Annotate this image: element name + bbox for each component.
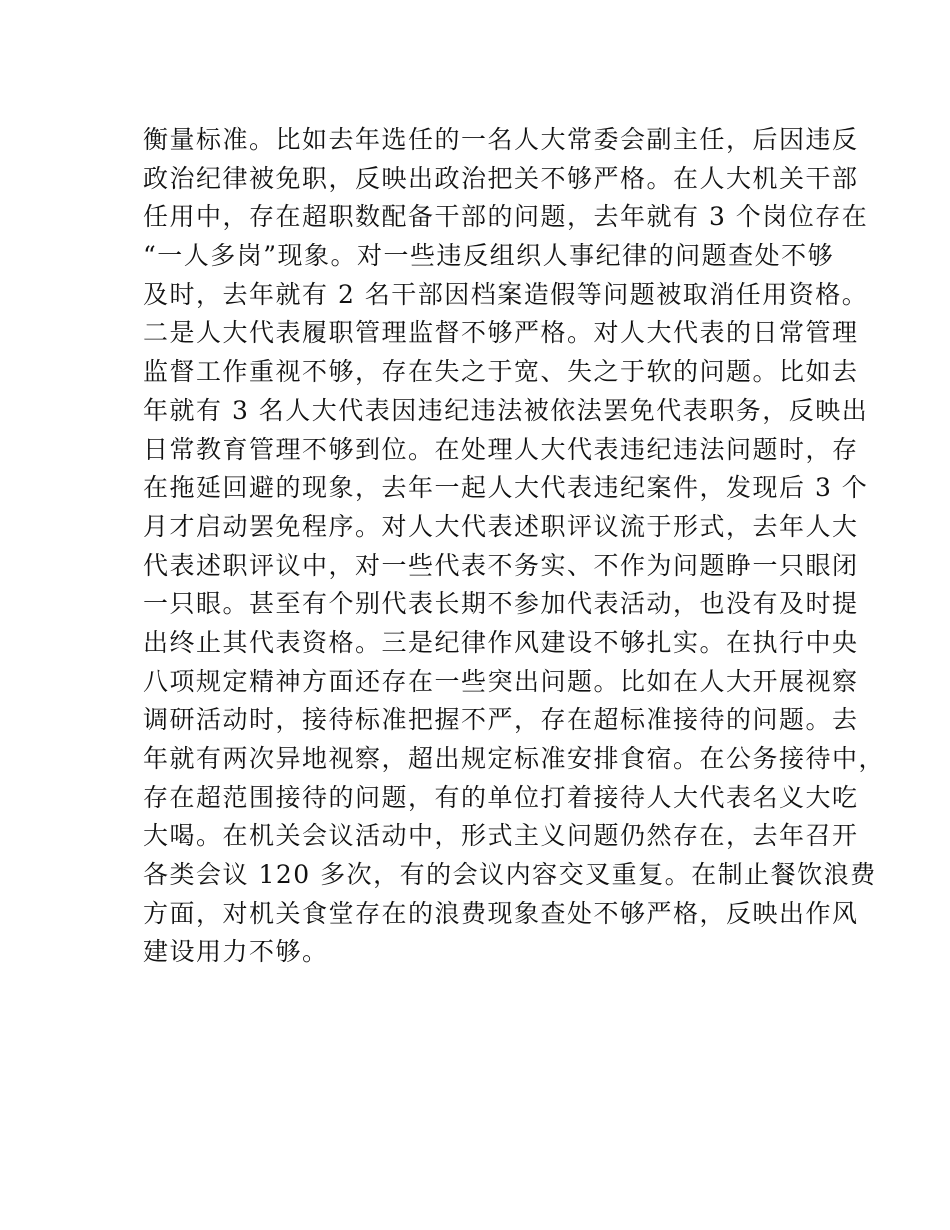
text-line: 监督工作重视不够，存在失之于宽、失之于软的问题。比如去 xyxy=(143,357,859,387)
text-line: 年就有两次异地视察，超出规定标准安排食宿。在公务接待中， xyxy=(143,744,886,773)
text-line: 衡量标准。比如去年选任的一名人大常委会副主任，后因违反 xyxy=(143,125,859,154)
text-line: 各类会议 120 多次，有的会议内容交叉重复。在制止餐饮浪费 xyxy=(143,860,877,890)
text-line: 政治纪律被免职，反映出政治把关不够严格。在人大机关干部 xyxy=(143,163,859,193)
text-line: 一只眼。甚至有个别代表长期不参加代表活动，也没有及时提 xyxy=(143,589,859,619)
text-line: 建设用力不够。 xyxy=(143,937,329,967)
text-line: 方面，对机关食堂存在的浪费现象查处不够严格，反映出作风 xyxy=(143,898,859,928)
text-line: 调研活动时，接待标准把握不严，存在超标准接待的问题。去 xyxy=(143,705,859,735)
text-line: 日常教育管理不够到位。在处理人大代表违纪违法问题时，存 xyxy=(143,434,859,464)
text-line: 存在超范围接待的问题，有的单位打着接待人大代表名义大吃 xyxy=(143,782,859,812)
text-line: 八项规定精神方面还存在一些突出问题。比如在人大开展视察 xyxy=(143,666,859,696)
text-line: 年就有 3 名人大代表因违纪违法被依法罢免代表职务，反映出 xyxy=(143,395,869,425)
text-line: 任用中，存在超职数配备干部的问题，去年就有 3 个岗位存在 xyxy=(143,202,869,232)
text-line: 月才启动罢免程序。对人大代表述职评议流于形式，去年人大 xyxy=(143,511,859,541)
text-line: 代表述职评议中，对一些代表不务实、不作为问题睁一只眼闭 xyxy=(143,550,859,580)
text-line: “一人多岗”现象。对一些违反组织人事纪律的问题查处不够 xyxy=(143,241,835,271)
text-line: 及时，去年就有 2 名干部因档案造假等问题被取消任用资格。 xyxy=(143,279,869,309)
text-line: 在拖延回避的现象，去年一起人大代表违纪案件，发现后 3 个 xyxy=(143,473,869,503)
text-line: 二是人大代表履职管理监督不够严格。对人大代表的日常管理 xyxy=(143,318,859,348)
text-line: 出终止其代表资格。三是纪律作风建设不够扎实。在执行中央 xyxy=(143,627,859,657)
body-text xyxy=(143,121,886,972)
text-line: 大喝。在机关会议活动中，形式主义问题仍然存在，去年召开 xyxy=(143,821,859,851)
